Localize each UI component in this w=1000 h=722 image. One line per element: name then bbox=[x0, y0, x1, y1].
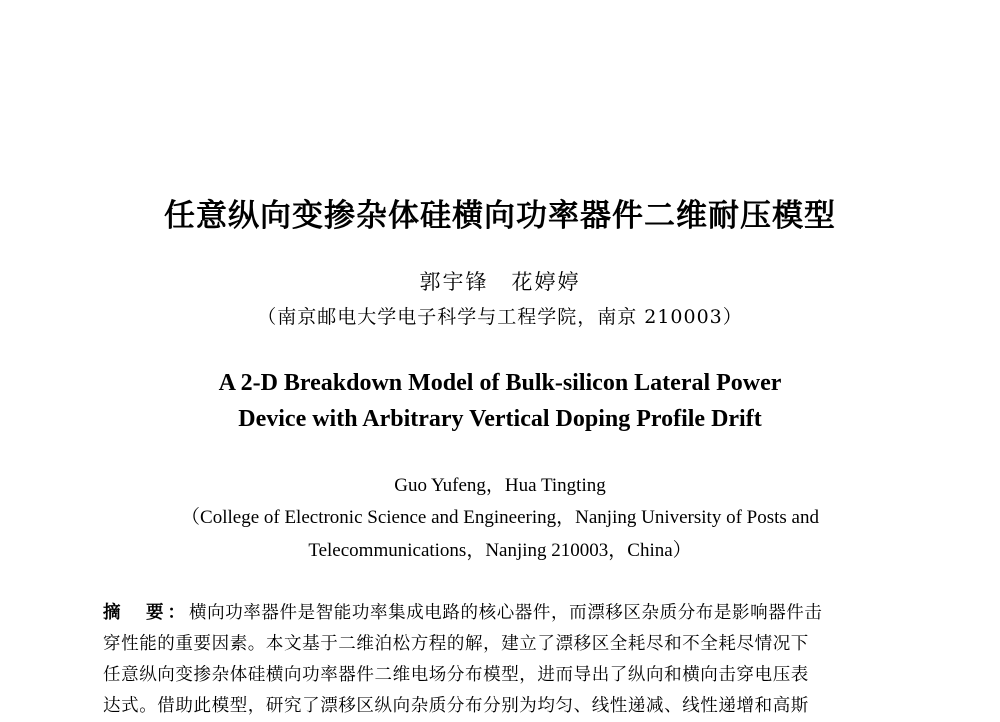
abstract-line-2: 穿性能的重要因素。本文基于二维泊松方程的解，建立了漂移区全耗尽和不全耗尽情况下 bbox=[103, 634, 809, 654]
abstract-line-3: 任意纵向变掺杂体硅横向功率器件二维电场分布模型，进而导出了纵向和横向击穿电压表 bbox=[103, 665, 809, 685]
english-title-line-1: A 2-D Breakdown Model of Bulk-silicon Lateral Power bbox=[218, 370, 782, 396]
abstract bbox=[103, 598, 895, 722]
abstract-line-1 bbox=[103, 598, 895, 629]
english-title bbox=[0, 365, 1000, 437]
abstract-line-4: 达式。借助此模型，研究了漂移区纵向杂质分布分别为均匀、线性递减、线性递增和高斯 bbox=[103, 696, 809, 716]
english-authors: Guo Yufeng，Hua Tingting bbox=[394, 475, 606, 496]
chinese-authors: 郭宇锋 花婷婷 bbox=[419, 270, 581, 294]
chinese-title: 任意纵向变掺杂体硅横向功率器件二维耐压模型 bbox=[164, 198, 836, 234]
english-title-line-2: Device with Arbitrary Vertical Doping Profile Drift bbox=[238, 406, 762, 432]
english-affiliation-line-2: Telecommunications，Nanjing 210003，China） bbox=[308, 540, 692, 561]
english-affiliation-line-1: （College of Electronic Science and Engineering，Nanjing University of Posts and bbox=[181, 507, 819, 528]
abstract-label: 摘 要： bbox=[103, 603, 189, 623]
english-affiliation bbox=[0, 501, 1000, 567]
chinese-affiliation: （南京邮电大学电子科学与工程学院，南京 210003） bbox=[257, 306, 743, 328]
abstract-text-1: 横向功率器件是智能功率集成电路的核心器件，而漂移区杂质分布是影响器件击 bbox=[189, 603, 823, 623]
